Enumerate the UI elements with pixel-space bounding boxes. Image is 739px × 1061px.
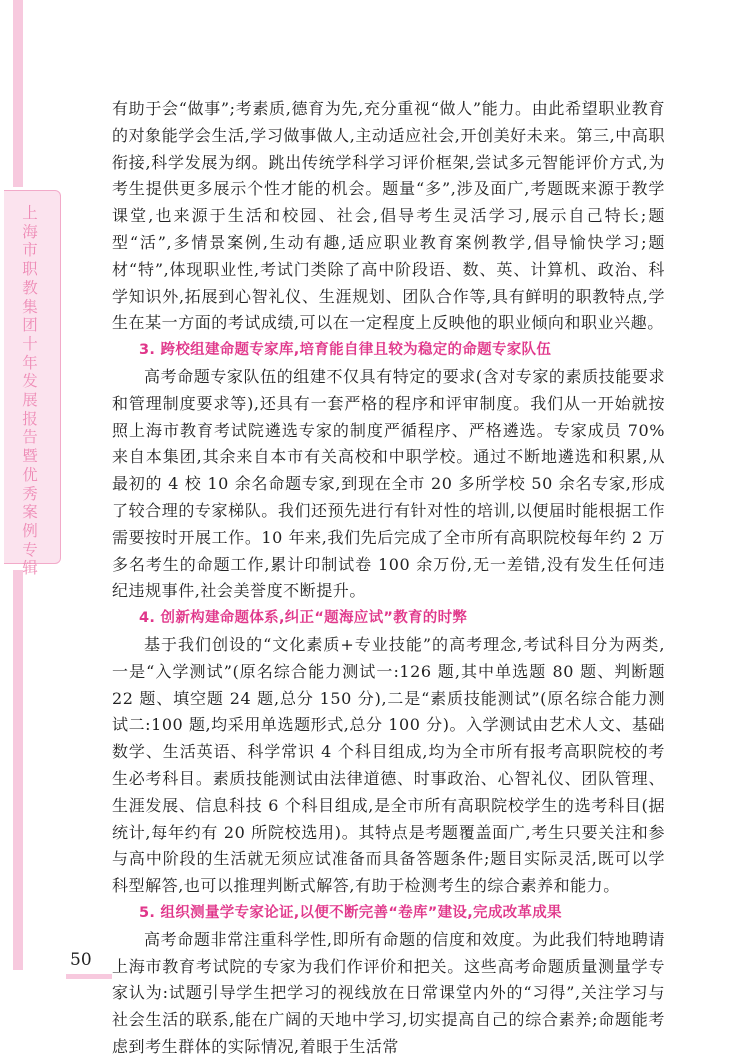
- paragraph-4: 高考命题非常注重科学性,即所有命题的信度和效度。为此我们特地聘请上海市教育考试院的专家为我们作评价和把关。这些高考命题质量测量学专家认为:试题引导学生把学习的视线放在日常课堂内外的“习得”,关注学习与社会生活的联系,能在广阔的天地中学习,切实提高自己的综合素养;命题能考虑到考生群体的实际情况,着眼于生活常: [112, 929, 665, 1056]
- margin-decor-line-bottom: [13, 570, 23, 970]
- sidebar-series-title: 上海市职教集团十年发展报告暨优秀案例专辑: [22, 204, 38, 578]
- paragraph-1: 有助于会“做事”;考素质,德育为先,充分重视“做人”能力。由此希望职业教育的对象能学会生活,学习做事做人,主动适应社会,开创美好未来。第三,中高职衔接,科学发展为纲。跳出传统学科学习评价框架,尝试多元智能评价方式,为考生提供更多展示个性才能的机会。题量“多”,涉及面广,考题既来源于教学课堂,也来源于生活和校园、社会,倡导考生灵活学习,展示自己特长;题型“活”,多情景案例,生动有趣,适应职业教育案例教学,倡导愉快学习;题材“特”,体现职业性,考试门类除了高中阶段语、数、英、计算机、政治、科学知识外,拓展到心智礼仪、生涯规划、团队合作等,具有鲜明的职教特点,学生在某一方面的考试成绩,可以在一定程度上反映他的职业倾向和职业兴趣。: [112, 99, 665, 333]
- paragraph-3: 基于我们创设的“文化素质+专业技能”的高考理念,考试科目分为两类,一是“入学测试”(原名综合能力测试一:126 题,其中单选题 80 题、判断题 22 题、填空题 24 题,总分 150 分),二是“素质技能测试”(原名综合能力测试二:100 题,均采用单选题形式,总分 100 分)。入学测试由艺术人文、基础数学、生活英语、科学常识 4 个科目组成,均为全市所有报考高职院校的考生必考科目。素质技能测试由法律道德、时事政治、心智礼仪、团队管理、生涯发展、信息科技 6 个科目组成,是全市所有高职院校学生的选考科目(据统计,每年约有 20 所院校选用)。其特点是考题覆盖面广,考生只要关注和参与高中阶段的生活就无须应试准备而具备答题条件;题目实际灵活,既可以学科型解答,也可以推理判断式解答,有助于检测考生的综合素养和能力。: [112, 634, 665, 896]
- section-heading-4: 4. 创新构建命题体系,纠正“题海应试”教育的时弊: [139, 610, 468, 627]
- page-body: [112, 96, 665, 1061]
- page-number: 50: [70, 950, 92, 970]
- footer-rule: [66, 974, 112, 979]
- section-heading-3: 3. 跨校组建命题专家库,培育能自律且较为稳定的命题专家队伍: [139, 342, 552, 359]
- section-heading-5: 5. 组织测量学专家论证,以便不断完善“卷库”建设,完成改革成果: [139, 904, 562, 921]
- paragraph-2: 高考命题专家队伍的组建不仅具有特定的要求(含对专家的素质技能要求和管理制度要求等),还具有一套严格的程序和评审制度。我们从一开始就按照上海市教育考试院遴选专家的制度严循程序、严格遴选。专家成员 70%来自本集团,其余来自本市有关高校和中职学校。通过不断地遴选和积累,从最初的 4 校 10 余名命题专家,到现在全市 20 多所学校 50 余名专家,形成了较合理的专家梯队。我们还预先进行有针对性的培训,以便届时能根据工作需要按时开展工作。10 年来,我们先后完成了全市所有高职院校每年约 2 万多名考生的命题工作,累计印制试卷 100 余万份,无一差错,没有发生任何违纪违规事件,社会美誉度不断提升。: [112, 366, 665, 601]
- margin-decor-line-top: [13, 0, 23, 187]
